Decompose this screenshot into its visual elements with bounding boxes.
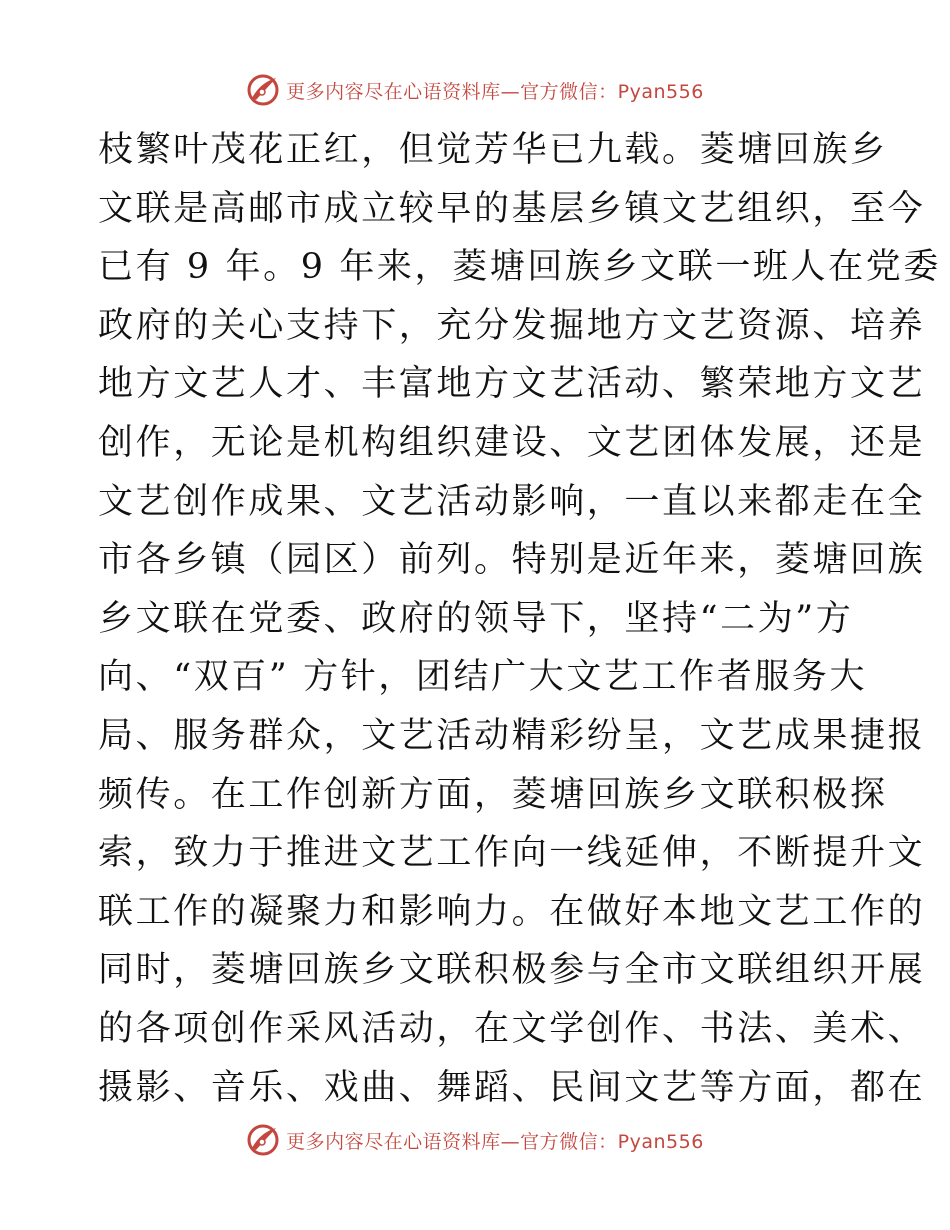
document-body xyxy=(98,121,941,1117)
text-line: 乡文联在党委、政府的领导下，坚持“二为”方 xyxy=(98,598,854,639)
pen-logo-icon xyxy=(246,73,280,107)
text-line: 频传。在工作创新方面，菱塘回族乡文联积极探 xyxy=(98,774,888,815)
watermark-text: 更多内容尽在心语资料库—官方微信：Pyan556 xyxy=(286,80,704,103)
text-line: 联工作的凝聚力和影响力。在做好本地文艺工作的 xyxy=(98,891,926,932)
text-line: 市各乡镇（园区）前列。特别是近年来，菱塘回族 xyxy=(98,540,926,581)
text-line: 已有 9 年。9 年来，菱塘回族乡文联一班人在党委 xyxy=(98,247,941,288)
text-line: 地方文艺人才、丰富地方文艺活动、繁荣地方文艺 xyxy=(98,364,926,405)
text-line: 文联是高邮市成立较早的基层乡镇文艺组织，至今 xyxy=(98,188,926,229)
text-line: 文艺创作成果、文艺活动影响，一直以来都走在全 xyxy=(98,481,926,522)
text-line: 政府的关心支持下，充分发掘地方文艺资源、培养 xyxy=(98,305,926,346)
footer-watermark xyxy=(0,1120,950,1160)
text-line: 局、服务群众，文艺活动精彩纷呈，文艺成果捷报 xyxy=(98,715,926,756)
pen-logo-icon xyxy=(246,1123,280,1157)
text-line: 索，致力于推进文艺工作向一线延伸，不断提升文 xyxy=(98,833,926,874)
text-line: 创作，无论是机构组织建设、文艺团体发展，还是 xyxy=(98,422,926,463)
header-watermark xyxy=(0,70,950,110)
text-line: 摄影、音乐、戏曲、舞蹈、民间文艺等方面，都在 xyxy=(98,1067,926,1108)
text-line: 枝繁叶茂花正红，但觉芳华已九载。菱塘回族乡 xyxy=(98,130,888,170)
text-line: 同时，菱塘回族乡文联积极参与全市文联组织开展 xyxy=(98,950,926,991)
watermark-text: 更多内容尽在心语资料库—官方微信：Pyan556 xyxy=(286,1130,704,1153)
text-line: 向、“双百” 方针，团结广大文艺工作者服务大 xyxy=(98,657,868,698)
text-line: 的各项创作采风活动，在文学创作、书法、美术、 xyxy=(98,1008,926,1049)
